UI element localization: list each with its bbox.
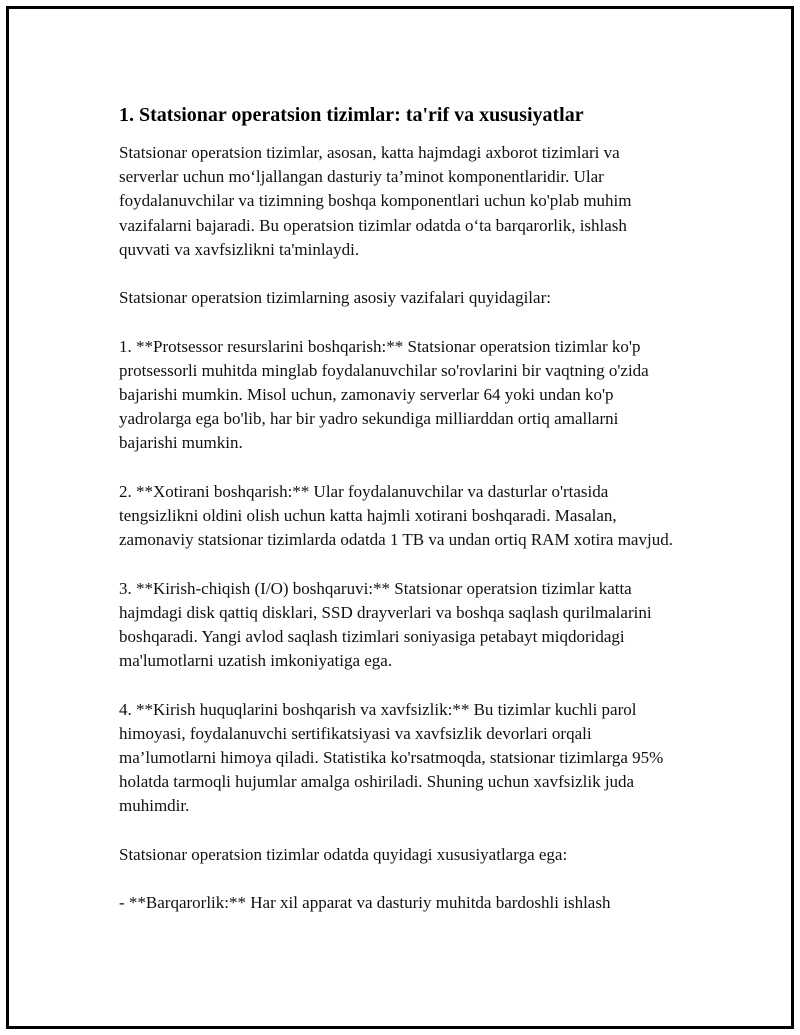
page-frame: [6, 6, 794, 1029]
paragraph-intro: Statsionar operatsion tizimlar, asosan, katta hajmdagi axborot tizimlari va serverlar uchun mo‘ljallangan dasturiy ta’minot komponentlaridir. Ular foydalanuvchilar va tizimning boshqa komponentlari uchun ko'plab muhim vazifalarni bajaradi. Bu operatsion tizimlar odatda o‘ta barqarorlik, ishlash quvvati va xavfsizlikni ta'minlaydi.: [119, 143, 632, 259]
list-item-memory: 2. **Xotirani boshqarish:** Ular foydalanuvchilar va dasturlar o'rtasida tengsizlikni oldini olish uchun katta hajmli xotirani boshqaradi. Masalan, zamonaviy statsionar tizimlarda odatda 1 TB va undan ortiq RAM xotira mavjud.: [119, 481, 673, 550]
section-heading: 1. Statsionar operatsion tizimlar: ta'rif va xususiyatlar: [119, 104, 584, 126]
document-body: [119, 103, 679, 915]
list-item-io: 3. **Kirish-chiqish (I/O) boshqaruvi:** Statsionar operatsion tizimlar katta hajmdagi disk qattiq disklari, SSD drayverlari va boshqa saqlash qurilmalarini boshqaradi. Yangi avlod saqlash tizimlari soniyasiga petabayt miqdoridagi ma'lumotlarni uzatish imkoniyatiga ega.: [119, 578, 652, 671]
list-item-stability: - **Barqarorlik:** Har xil apparat va dasturiy muhitda bardoshli ishlash: [119, 893, 611, 913]
list-item-security: 4. **Kirish huquqlarini boshqarish va xavfsizlik:** Bu tizimlar kuchli parol himoyasi, foydalanuvchi sertifikatsiyasi va xavfsizlik devorlari orqali ma’lumotlarni himoya qiladi. Statistika ko'rsatmoqda, statsionar tizimlarga 95% holatda tarmoqli hujumlar amalga oshiriladi. Shuning uchun xavfsizlik juda muhimdir.: [119, 699, 664, 816]
paragraph-functions-lead: Statsionar operatsion tizimlarning asosiy vazifalari quyidagilar:: [119, 288, 551, 308]
paragraph-features-lead: Statsionar operatsion tizimlar odatda quyidagi xususiyatlarga ega:: [119, 844, 568, 864]
list-item-processor: 1. **Protsessor resurslarini boshqarish:** Statsionar operatsion tizimlar ko'p protsessorli muhitda minglab foydalanuvchilar so'rovlarini bir vaqtning o'zida bajarishi mumkin. Misol uchun, zamonaviy serverlar 64 yoki undan ko'p yadrolarga ega bo'lib, har bir yadro sekundiga milliarddan ortiq amallarni bajarishi mumkin.: [119, 336, 649, 453]
